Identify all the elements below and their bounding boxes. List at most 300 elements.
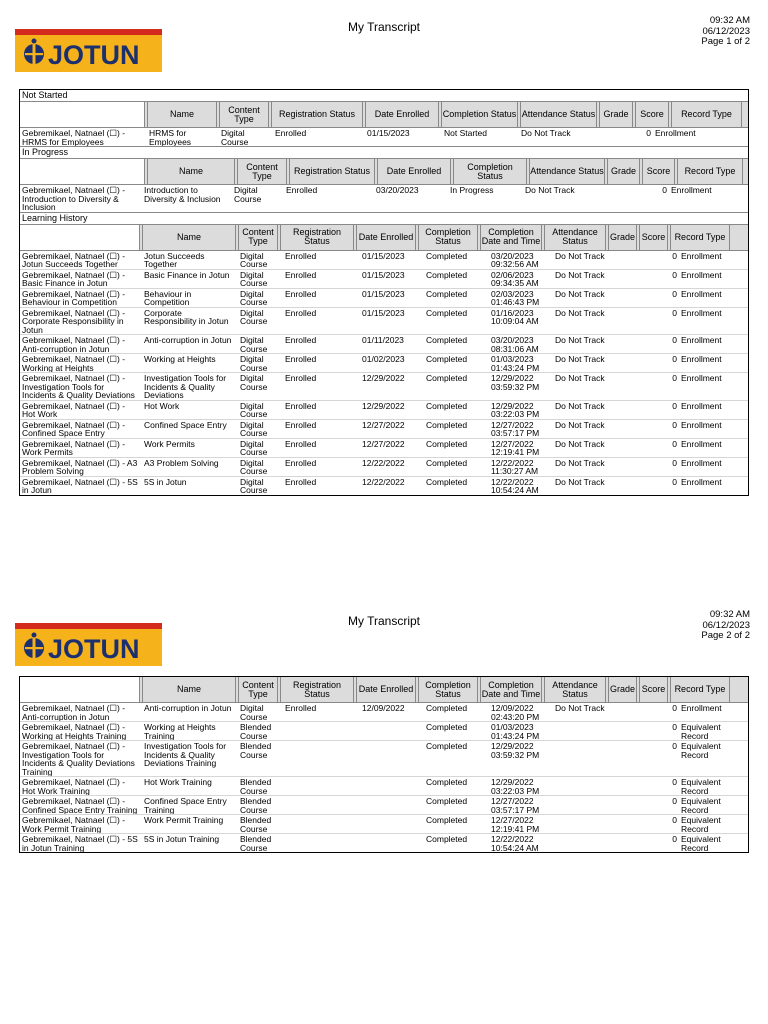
cell-att: Do Not Track (555, 457, 605, 468)
table-row (20, 439, 748, 458)
col-completion-datetime: Completion Date and Time (480, 677, 542, 702)
cell-att: Do Not Track (555, 438, 605, 449)
cell-score: 0 (672, 796, 677, 806)
cell-score: 0 (672, 373, 677, 383)
cell-score: 0 (672, 250, 677, 261)
table-row (20, 703, 748, 722)
cell-score: 0 (672, 269, 677, 280)
col-date-enrolled: Date Enrolled (356, 677, 416, 702)
cell-type: Digital Course (240, 457, 268, 476)
col-attendance-status: Attendance Status (544, 225, 606, 250)
cell-comp: Completed (426, 419, 468, 430)
cell-reg: Enrolled (285, 373, 317, 383)
table-row (20, 251, 748, 270)
cell-type: Digital Course (240, 703, 268, 721)
cell-type: Blended Course (240, 796, 272, 814)
cell-reg: Enrolled (275, 128, 307, 138)
cell-record: Enrollment (681, 703, 722, 713)
col-score: Score (635, 102, 669, 127)
cell-enrolled: 01/15/2023 (362, 250, 405, 261)
cell-user: Gebremikael, Natnael (☐) - Jotun Succeeds Together (22, 250, 126, 269)
col-grade: Grade (607, 159, 640, 184)
cell-score: 0 (672, 307, 677, 318)
cell-att: Do Not Track (555, 269, 605, 280)
cell-type: Blended Course (240, 834, 272, 852)
cell-compdt: 02/03/2023 01:46:43 PM (491, 288, 540, 307)
cell-type: Digital Course (240, 438, 268, 457)
col-score: Score (639, 677, 668, 702)
cell-enrolled: 12/29/2022 (362, 400, 405, 411)
cell-grade (617, 270, 648, 288)
cell-att (553, 796, 617, 814)
cell-grade (617, 741, 648, 776)
col-name: Name (147, 159, 235, 184)
cell-user: Gebremikael, Natnael (☐) - Anti-corruption in Jotun (22, 335, 126, 353)
col-grade: Grade (599, 102, 633, 127)
cell-user: Gebremikael, Natnael (☐) - HRMS for Employees (22, 128, 126, 146)
cell-enrolled: 03/20/2023 (376, 185, 419, 195)
cell-type: Blended Course (240, 815, 272, 833)
cell-record: Equivalent Record (681, 796, 721, 814)
cell-grade (617, 439, 648, 457)
table-row (20, 741, 748, 777)
cell-name: Investigation Tools for Incidents & Quality Deviations (144, 373, 227, 400)
col-score: Score (639, 225, 668, 250)
cell-compdt: 01/03/2023 01:43:24 PM (491, 354, 540, 372)
header-meta (701, 610, 750, 642)
report-date: 06/12/2023 (702, 619, 750, 631)
cell-compdt: 12/27/2022 03:57:17 PM (491, 419, 540, 438)
cell-type: Digital Course (240, 307, 268, 326)
table-row (20, 477, 748, 495)
cell-user: Gebremikael, Natnael (☐) - Investigation Tools for Incidents & Quality Deviations (22, 373, 135, 400)
cell-type: Digital Course (240, 335, 268, 353)
cell-grade (617, 335, 648, 353)
cell-compdt: 03/20/2023 09:32:56 AM (491, 250, 539, 269)
cell-enrolled: 01/15/2023 (367, 128, 410, 138)
cell-record: Enrollment (681, 419, 722, 430)
cell-att: Do Not Track (555, 419, 605, 430)
report-time: 09:32 AM (709, 609, 750, 620)
cell-score: 0 (672, 777, 677, 787)
cell-user: Gebremikael, Natnael (☐) - Working at Heights (22, 354, 126, 372)
cell-enrolled: 01/02/2023 (362, 354, 405, 364)
cell-record: Enrollment (681, 457, 722, 468)
jotun-logo (15, 623, 162, 666)
cell-grade (617, 354, 648, 372)
col-completion-status: Completion Status (441, 102, 518, 127)
cell-enrolled: 12/27/2022 (362, 438, 405, 449)
col-name: Name (142, 677, 236, 702)
cell-enrolled (360, 796, 424, 814)
cell-compdt: 12/22/2022 10:54:24 AM (491, 476, 539, 495)
cell-score: 0 (672, 288, 677, 299)
cell-comp: Completed (426, 373, 468, 383)
cell-type: Digital Course (240, 250, 268, 269)
col-completion-status: Completion Status (418, 677, 478, 702)
table-row (20, 128, 748, 146)
cell-grade (617, 477, 648, 495)
table-row (20, 458, 748, 477)
cell-enrolled: 12/22/2022 (362, 457, 405, 468)
cell-reg: Enrolled (285, 335, 317, 345)
cell-score: 0 (672, 834, 677, 844)
cell-score: 0 (672, 400, 677, 411)
cell-enrolled (360, 722, 424, 740)
report-time: 09:32 AM (709, 15, 750, 26)
cell-reg: Enrolled (285, 438, 317, 449)
col-completion-datetime: Completion Date and Time (480, 225, 542, 250)
col-content-type: Content Type (237, 159, 287, 184)
cell-att (553, 777, 617, 795)
cell-record: Enrollment (681, 288, 722, 299)
cell-comp: Completed (426, 777, 468, 787)
cell-reg: Enrolled (285, 400, 317, 411)
cell-comp: Completed (426, 815, 468, 825)
cell-record: Enrollment (681, 400, 722, 411)
col-content-type: Content Type (238, 677, 278, 702)
cell-name: 5S in Jotun (144, 476, 187, 487)
cell-reg: Enrolled (285, 419, 317, 430)
col-name: Name (142, 225, 236, 250)
cell-user: Gebremikael, Natnael (☐) - Corporate Responsibility in Jotun (22, 307, 126, 334)
cell-score: 0 (672, 703, 677, 713)
cell-reg: Enrolled (285, 703, 317, 713)
cell-name: Work Permits (144, 438, 195, 449)
cell-reg (283, 722, 360, 740)
cell-user: Gebremikael, Natnael (☐) - Confined Space Entry (22, 419, 126, 438)
cell-type: Blended Course (240, 741, 272, 760)
cell-grade (617, 420, 648, 438)
cell-score: 0 (672, 457, 677, 468)
cell-att: Do Not Track (521, 128, 571, 138)
cell-comp: Completed (426, 476, 468, 487)
cell-grade (617, 703, 648, 721)
page2-rows (20, 703, 748, 852)
cell-grade (617, 289, 648, 307)
in-progress-rows (20, 185, 748, 212)
section-in-progress: In Progress (20, 146, 748, 159)
col-date-enrolled: Date Enrolled (356, 225, 416, 250)
cell-grade (617, 722, 648, 740)
cell-record: Enrollment (681, 269, 722, 280)
cell-user: Gebremikael, Natnael (☐) - Introduction to Diversity & Inclusion (22, 185, 126, 212)
cell-grade (601, 185, 636, 212)
cell-att: Do Not Track (555, 354, 605, 364)
cell-name: Basic Finance in Jotun (144, 269, 230, 280)
cell-comp: Completed (426, 250, 468, 261)
cell-compdt: 12/29/2022 03:22:03 PM (491, 400, 540, 419)
cell-grade (617, 308, 648, 335)
cell-enrolled: 01/15/2023 (362, 307, 405, 318)
cell-reg: Enrolled (285, 476, 317, 487)
cell-att: Do Not Track (555, 703, 605, 713)
table-header-row (20, 677, 748, 703)
cell-att (553, 834, 617, 852)
col-date-enrolled: Date Enrolled (377, 159, 451, 184)
cell-score: 0 (672, 419, 677, 430)
cell-name: A3 Problem Solving (144, 457, 219, 468)
cell-record: Equivalent Record (681, 834, 721, 852)
cell-reg: Enrolled (285, 250, 317, 261)
cell-user: Gebremikael, Natnael (☐) - Hot Work (22, 400, 126, 419)
cell-enrolled: 12/09/2022 (362, 703, 405, 713)
page-number: Page 1 of 2 (701, 36, 750, 47)
cell-name: Hot Work Training (144, 777, 212, 787)
section-learning-history: Learning History (20, 212, 748, 225)
cell-enrolled (360, 777, 424, 795)
cell-compdt: 12/27/2022 12:19:41 PM (491, 438, 540, 457)
cell-name: Investigation Tools for Incidents & Quality Deviations Training (144, 741, 227, 768)
table-row (20, 401, 748, 420)
col-attendance-status: Attendance Status (520, 102, 597, 127)
cell-user: Gebremikael, Natnael (☐) - Hot Work Training (22, 777, 126, 795)
col-date-enrolled: Date Enrolled (365, 102, 439, 127)
col-record-type: Record Type (671, 102, 742, 127)
table-row (20, 373, 748, 401)
cell-comp: In Progress (450, 185, 494, 195)
cell-att: Do Not Track (555, 476, 605, 487)
cell-comp: Completed (426, 400, 468, 411)
col-completion-status: Completion Status (453, 159, 527, 184)
cell-comp: Completed (426, 722, 468, 732)
cell-type: Digital Course (240, 288, 268, 307)
table-row (20, 335, 748, 354)
col-content-type: Content Type (238, 225, 278, 250)
cell-name: Working at Heights (144, 354, 216, 364)
cell-att: Do Not Track (555, 373, 605, 383)
cell-grade (617, 815, 648, 833)
col-attendance-status: Attendance Status (544, 677, 606, 702)
cell-reg (283, 741, 360, 776)
cell-comp: Completed (426, 741, 468, 751)
cell-score: 0 (672, 741, 677, 751)
cell-reg: Enrolled (285, 457, 317, 468)
cell-grade (617, 834, 648, 852)
cell-reg: Enrolled (285, 288, 317, 299)
cell-grade (617, 251, 648, 269)
cell-user: Gebremikael, Natnael (☐) - Work Permit Training (22, 815, 126, 833)
col-grade: Grade (608, 677, 637, 702)
cell-comp: Completed (426, 307, 468, 318)
cell-comp: Completed (426, 703, 468, 713)
cell-comp: Completed (426, 354, 468, 364)
cell-record: Enrollment (681, 307, 722, 318)
cell-enrolled: 12/27/2022 (362, 419, 405, 430)
table-row (20, 354, 748, 373)
cell-record: Equivalent Record (681, 777, 721, 795)
cell-record: Enrollment (681, 354, 722, 364)
table-row (20, 722, 748, 741)
report-title: My Transcript (347, 614, 420, 628)
transcript-table (19, 676, 749, 853)
cell-att: Do Not Track (555, 250, 605, 261)
cell-grade (617, 401, 648, 419)
cell-score: 0 (672, 722, 677, 732)
cell-comp: Completed (426, 457, 468, 468)
cell-reg: Enrolled (285, 354, 317, 364)
cell-enrolled: 01/11/2023 (362, 335, 404, 345)
cell-comp: Completed (426, 288, 468, 299)
table-row (20, 185, 748, 212)
col-record-type: Record Type (677, 159, 743, 184)
cell-compdt: 12/29/2022 03:59:32 PM (491, 373, 540, 392)
cell-record: Equivalent Record (681, 815, 721, 833)
cell-user: Gebremikael, Natnael (☐) - 5S in Jotun Training (22, 834, 138, 852)
table-row (20, 815, 748, 834)
cell-user: Gebremikael, Natnael (☐) - Confined Space Entry Training (22, 796, 138, 814)
transcript-table (19, 89, 749, 496)
cell-score: 0 (672, 438, 677, 449)
cell-comp: Completed (426, 834, 468, 844)
cell-compdt: 01/03/2023 01:43:24 PM (491, 722, 540, 740)
cell-enrolled: 12/22/2022 (362, 476, 405, 487)
table-header-row (20, 102, 748, 128)
section-not-started: Not Started (20, 90, 748, 102)
logo-text: JOTUN (48, 634, 140, 664)
cell-comp: Completed (426, 335, 468, 345)
cell-enrolled: 12/29/2022 (362, 373, 405, 383)
cell-user: Gebremikael, Natnael (☐) - Work Permits (22, 438, 126, 457)
cell-compdt: 12/29/2022 03:22:03 PM (491, 777, 540, 795)
cell-compdt: 12/22/2022 11:30:27 AM (491, 457, 539, 476)
cell-type: Digital Course (240, 269, 268, 288)
cell-att (553, 741, 617, 776)
cell-comp: Not Started (444, 128, 487, 138)
report-title: My Transcript (347, 20, 420, 34)
col-grade: Grade (608, 225, 637, 250)
cell-compdt: 01/16/2023 10:09:04 AM (491, 307, 539, 326)
cell-type: Digital Course (221, 128, 249, 146)
cell-compdt: 12/27/2022 12:19:41 PM (491, 815, 540, 833)
cell-enrolled (360, 834, 424, 852)
cell-type: Digital Course (240, 419, 268, 438)
cell-compdt: 12/27/2022 03:57:17 PM (491, 796, 540, 814)
logo-text: JOTUN (48, 40, 140, 70)
cell-score: 0 (672, 815, 677, 825)
cell-record: Enrollment (681, 250, 722, 261)
col-completion-status: Completion Status (418, 225, 478, 250)
cell-type: Digital Course (240, 476, 268, 495)
cell-user: Gebremikael, Natnael (☐) - Basic Finance in Jotun (22, 269, 126, 288)
cell-att: Do Not Track (555, 400, 605, 411)
cell-att: Do Not Track (555, 307, 605, 318)
cell-compdt: 02/06/2023 09:34:35 AM (491, 269, 539, 288)
cell-user: Gebremikael, Natnael (☐) - Behaviour in Competition (22, 288, 126, 307)
cell-score: 0 (646, 128, 651, 138)
cell-record: Enrollment (671, 185, 712, 195)
cell-name: 5S in Jotun Training (144, 834, 220, 844)
learning-history-rows (20, 251, 748, 495)
cell-enrolled: 01/15/2023 (362, 288, 405, 299)
col-record-type: Record Type (670, 677, 730, 702)
cell-comp: Completed (426, 796, 468, 806)
report-date: 06/12/2023 (702, 25, 750, 37)
table-header-row (20, 225, 748, 251)
cell-enrolled (360, 815, 424, 833)
cell-type: Digital Course (240, 400, 268, 419)
cell-score: 0 (672, 476, 677, 487)
table-row (20, 289, 748, 308)
cell-record: Enrollment (681, 476, 722, 487)
cell-att: Do Not Track (555, 335, 605, 345)
col-content-type: Content Type (219, 102, 269, 127)
cell-user: Gebremikael, Natnael (☐) - A3 Problem Solving (22, 457, 138, 476)
cell-name: Hot Work (144, 400, 180, 411)
cell-record: Equivalent Record (681, 722, 721, 740)
cell-grade (617, 796, 648, 814)
col-registration-status: Registration Status (280, 677, 354, 702)
cell-name: Anti-corruption in Jotun (144, 335, 232, 345)
cell-score: 0 (672, 354, 677, 364)
col-record-type: Record Type (670, 225, 730, 250)
col-registration-status: Registration Status (280, 225, 354, 250)
cell-grade (617, 458, 648, 476)
page-number: Page 2 of 2 (701, 630, 750, 641)
cell-att: Do Not Track (525, 185, 575, 195)
cell-name: Working at Heights Training (144, 722, 216, 740)
cell-compdt: 12/22/2022 10:54:24 AM (491, 834, 539, 852)
col-attendance-status: Attendance Status (529, 159, 605, 184)
cell-type: Digital Course (234, 185, 262, 204)
cell-type: Blended Course (240, 777, 272, 795)
cell-score: 0 (672, 335, 677, 345)
cell-comp: Completed (426, 438, 468, 449)
cell-comp: Completed (426, 269, 468, 280)
cell-att (553, 722, 617, 740)
cell-name: Confined Space Entry (144, 419, 227, 430)
cell-name: HRMS for Employees (149, 128, 192, 146)
header-meta (701, 16, 750, 48)
table-row (20, 796, 748, 815)
cell-reg (283, 777, 360, 795)
cell-reg (283, 815, 360, 833)
cell-reg: Enrolled (286, 185, 318, 195)
jotun-logo (15, 29, 162, 72)
table-row (20, 308, 748, 336)
cell-reg (283, 796, 360, 814)
cell-name: Work Permit Training (144, 815, 224, 825)
table-row (20, 777, 748, 796)
cell-name: Confined Space Entry Training (144, 796, 227, 814)
cell-name: Corporate Responsibility in Jotun (144, 307, 229, 326)
not-started-rows (20, 128, 748, 146)
cell-score: 0 (662, 185, 667, 195)
cell-grade (617, 777, 648, 795)
cell-name: Introduction to Diversity & Inclusion (144, 185, 221, 204)
cell-att (553, 815, 617, 833)
col-name: Name (147, 102, 217, 127)
cell-user: Gebremikael, Natnael (☐) - Investigation Tools for Incidents & Quality Deviations Training (22, 741, 135, 776)
cell-compdt: 03/20/2023 08:31:06 AM (491, 335, 539, 353)
cell-record: Enrollment (655, 128, 696, 138)
table-row (20, 834, 748, 852)
cell-user: Gebremikael, Natnael (☐) - 5S in Jotun (22, 476, 138, 495)
col-registration-status: Registration Status (289, 159, 375, 184)
cell-user: Gebremikael, Natnael (☐) - Working at Heights Training (22, 722, 127, 740)
col-registration-status: Registration Status (271, 102, 363, 127)
table-header-row (20, 159, 748, 185)
cell-att: Do Not Track (555, 288, 605, 299)
cell-user: Gebremikael, Natnael (☐) - Anti-corruption in Jotun (22, 703, 126, 721)
cell-compdt: 12/09/2022 02:43:20 PM (491, 703, 540, 721)
cell-reg: Enrolled (285, 269, 317, 280)
cell-record: Enrollment (681, 335, 722, 345)
cell-enrolled: 01/15/2023 (362, 269, 405, 280)
table-row (20, 420, 748, 439)
cell-type: Blended Course (240, 722, 272, 740)
cell-name: Jotun Succeeds Together (144, 250, 205, 269)
